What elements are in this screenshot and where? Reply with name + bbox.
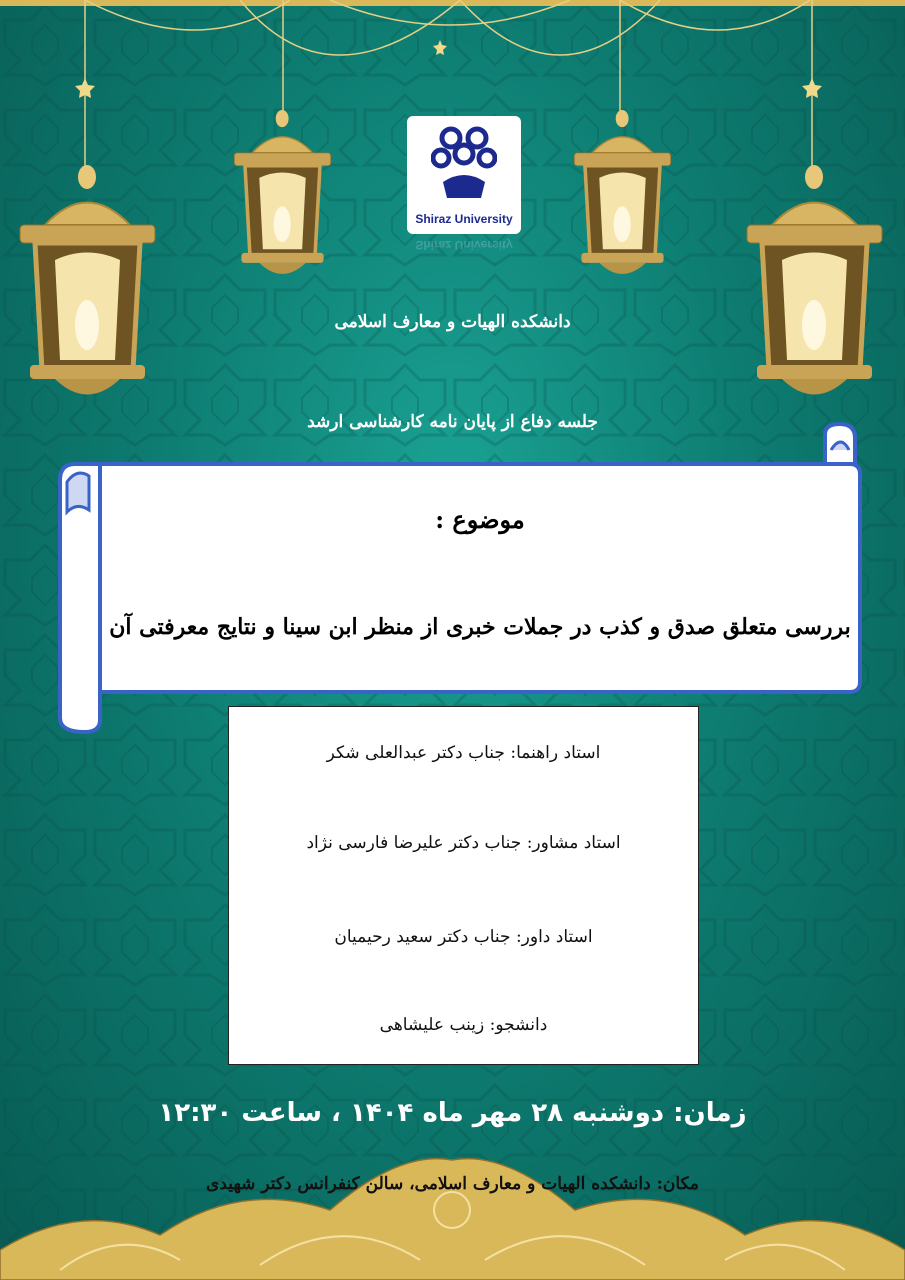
lantern-icon bbox=[742, 165, 887, 410]
event-datetime: زمان: دوشنبه ۲۸ مهر ماه ۱۴۰۴ ، ساعت ۱۲:۳۰ bbox=[158, 1098, 747, 1128]
advisor: استاد مشاور: جناب دکتر علیرضا فارسی نژاد bbox=[306, 833, 621, 853]
topic-scroll bbox=[55, 420, 865, 736]
thesis-title: بررسی متعلق صدق و کذب در جملات خبری از منظر ابن سینا و نتایج معرفتی آن bbox=[109, 614, 851, 640]
lantern-icon bbox=[230, 110, 335, 285]
topic-label: موضوع : bbox=[435, 505, 525, 534]
session-title: جلسه دفاع از پایان نامه کارشناسی ارشد bbox=[307, 412, 598, 432]
committee-box bbox=[228, 706, 699, 1065]
lantern-icon bbox=[15, 165, 160, 410]
shiraz-university-emblem-icon bbox=[431, 124, 497, 204]
logo-text: Shiraz University bbox=[415, 212, 513, 226]
lantern-icon bbox=[570, 110, 675, 285]
event-location: مکان: دانشکده الهیات و معارف اسلامی، سالن کنفرانس دکتر شهیدی bbox=[205, 1174, 700, 1194]
faculty-name: دانشکده الهیات و معارف اسلامی bbox=[334, 312, 571, 332]
supervisor: استاد راهنما: جناب دکتر عبدالعلی شکر bbox=[326, 743, 601, 763]
referee: استاد داور: جناب دکتر سعید رحیمیان bbox=[334, 927, 593, 947]
student: دانشجو: زینب علیشاهی bbox=[379, 1015, 548, 1035]
university-logo bbox=[407, 116, 521, 234]
bottom-ornament bbox=[0, 1140, 905, 1280]
logo-reflection: Shiraz University bbox=[415, 238, 513, 252]
